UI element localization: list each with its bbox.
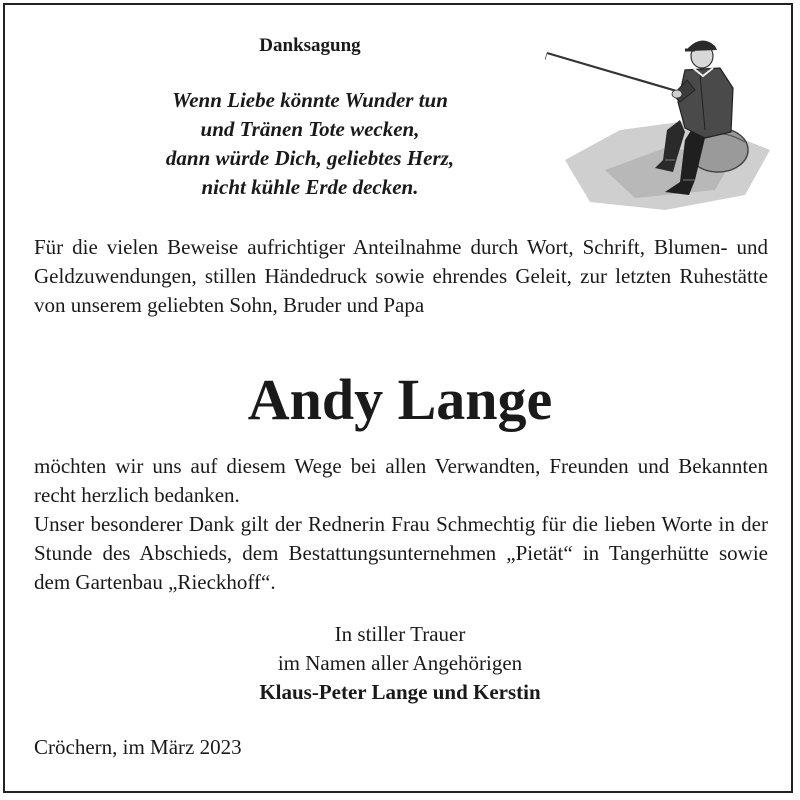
poem-line: und Tränen Tote wecken, bbox=[200, 117, 420, 141]
thanks-paragraph: möchten wir uns auf diesem Wege bei allen Verwandten, Freunden und Bekannten recht herzlich bedanken. bbox=[34, 454, 768, 507]
signoff-line: im Namen aller Angehörigen bbox=[277, 651, 523, 675]
fisherman-illustration-icon bbox=[545, 20, 775, 220]
place-date: Cröchern, im März 2023 bbox=[34, 735, 242, 759]
poem-line: nicht kühle Erde decken. bbox=[201, 175, 419, 199]
intro-paragraph: Für die vielen Beweise aufrichtiger Anteilnahme durch Wort, Schrift, Blumen- und Geldzuwendungen, stillen Händedruck sowie ehrendes Geleit, zur letzten Ruhestätte von unserem geliebten Sohn, Bruder und Papa bbox=[34, 235, 768, 317]
signoff-line: In stiller Trauer bbox=[334, 622, 466, 646]
poem-line: dann würde Dich, geliebtes Herz, bbox=[165, 146, 455, 170]
notice-heading: Danksagung bbox=[259, 35, 361, 56]
poem-line: Wenn Liebe könnte Wunder tun bbox=[172, 88, 448, 112]
deceased-name: Andy Lange bbox=[247, 367, 553, 432]
signoff-names: Klaus-Peter Lange und Kerstin bbox=[259, 680, 541, 704]
poem bbox=[0, 86, 620, 202]
thanks-block bbox=[34, 452, 768, 597]
special-thanks-paragraph: Unser besonderer Dank gilt der Rednerin Frau Schmechtig für die lieben Worte in der Stunde des Abschieds, dem Bestattungsunternehmen „Pietät“ in Tangerhütte sowie dem Gartenbau „Rieckhoff“. bbox=[34, 512, 768, 594]
signoff bbox=[0, 620, 800, 707]
